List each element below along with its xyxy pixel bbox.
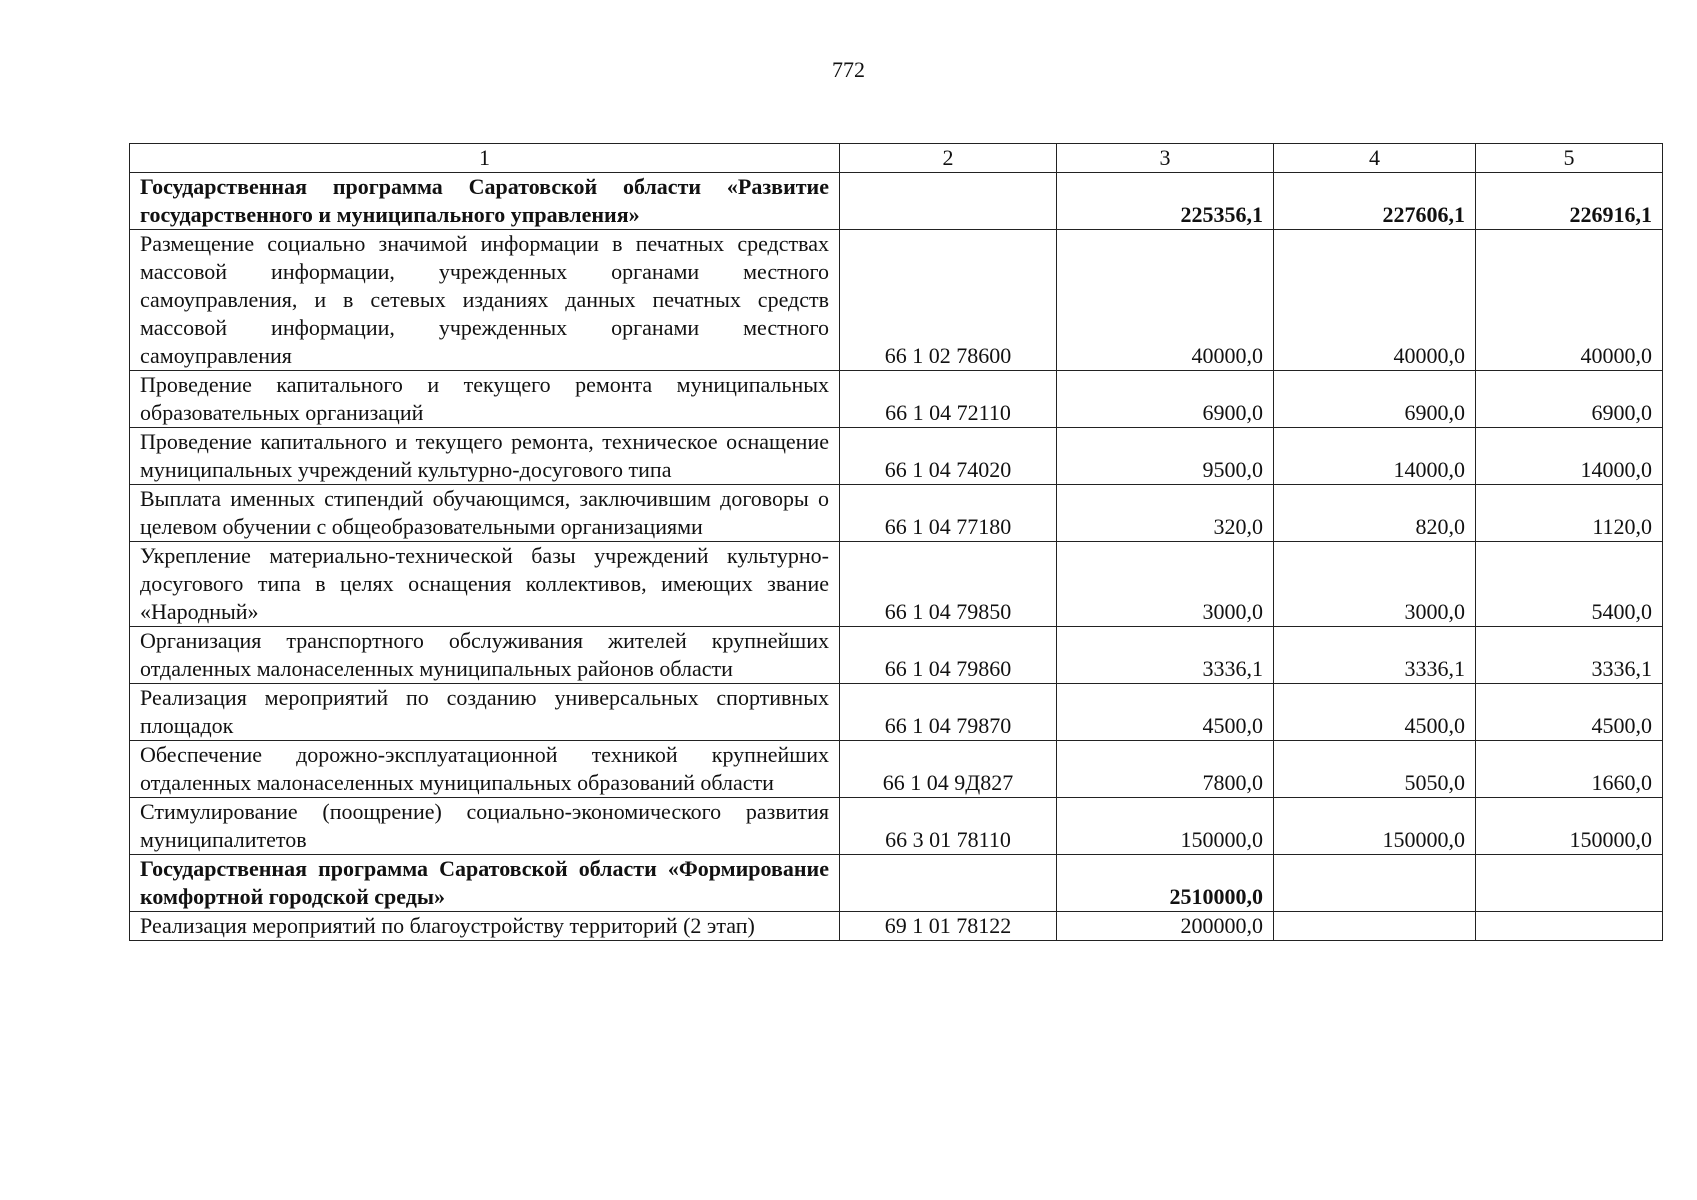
row-name-cell: Реализация мероприятий по созданию универсальных спортивных площадок — [130, 684, 840, 741]
row-code-cell: 66 1 04 79850 — [840, 542, 1057, 627]
table-row — [130, 230, 1663, 371]
row-code-cell: 69 1 01 78122 — [840, 912, 1057, 941]
table-row — [130, 542, 1663, 627]
row-code-cell — [840, 173, 1057, 230]
row-value-col3: 3000,0 — [1057, 542, 1274, 627]
row-value-col3: 9500,0 — [1057, 428, 1274, 485]
row-value-col4: 820,0 — [1274, 485, 1476, 542]
row-value-col4 — [1274, 855, 1476, 912]
table-body — [130, 173, 1663, 941]
row-value-col5: 3336,1 — [1476, 627, 1663, 684]
row-name-cell: Организация транспортного обслуживания жителей крупнейших отдаленных малонаселенных муниципальных районов области — [130, 627, 840, 684]
row-value-col4: 14000,0 — [1274, 428, 1476, 485]
row-value-col4: 40000,0 — [1274, 230, 1476, 371]
row-value-col5 — [1476, 855, 1663, 912]
table-row — [130, 428, 1663, 485]
row-name-cell: Выплата именных стипендий обучающимся, заключившим договоры о целевом обучении с общеобразовательными организациями — [130, 485, 840, 542]
row-value-col4 — [1274, 912, 1476, 941]
row-value-col4: 6900,0 — [1274, 371, 1476, 428]
table-row — [130, 627, 1663, 684]
row-code-cell: 66 1 04 77180 — [840, 485, 1057, 542]
row-value-col5: 1660,0 — [1476, 741, 1663, 798]
row-name-cell: Государственная программа Саратовской области «Формирование комфортной городской среды» — [130, 855, 840, 912]
row-value-col3: 225356,1 — [1057, 173, 1274, 230]
row-name-cell: Обеспечение дорожно-эксплуатационной техникой крупнейших отдаленных малонаселенных муниципальных образований области — [130, 741, 840, 798]
row-code-cell: 66 1 02 78600 — [840, 230, 1057, 371]
header-col-5: 5 — [1476, 144, 1663, 173]
row-name-cell: Государственная программа Саратовской области «Развитие государственного и муниципального управления» — [130, 173, 840, 230]
row-code-cell: 66 1 04 79870 — [840, 684, 1057, 741]
row-name-cell: Проведение капитального и текущего ремонта, техническое оснащение муниципальных учреждений культурно-досугового типа — [130, 428, 840, 485]
row-value-col3: 200000,0 — [1057, 912, 1274, 941]
row-value-col5: 5400,0 — [1476, 542, 1663, 627]
row-value-col5: 6900,0 — [1476, 371, 1663, 428]
row-value-col4: 227606,1 — [1274, 173, 1476, 230]
row-value-col5: 14000,0 — [1476, 428, 1663, 485]
row-value-col4: 5050,0 — [1274, 741, 1476, 798]
row-name-cell: Проведение капитального и текущего ремонта муниципальных образовательных организаций — [130, 371, 840, 428]
table-row — [130, 371, 1663, 428]
table-row — [130, 912, 1663, 941]
row-name-cell: Укрепление материально-технической базы учреждений культурно-досугового типа в целях оснащения коллективов, имеющих звание «Народный» — [130, 542, 840, 627]
row-code-cell — [840, 855, 1057, 912]
row-code-cell: 66 3 01 78110 — [840, 798, 1057, 855]
header-col-3: 3 — [1057, 144, 1274, 173]
budget-table — [129, 143, 1663, 941]
row-value-col3: 150000,0 — [1057, 798, 1274, 855]
row-value-col3: 6900,0 — [1057, 371, 1274, 428]
table-row — [130, 485, 1663, 542]
row-value-col5: 150000,0 — [1476, 798, 1663, 855]
table-row — [130, 798, 1663, 855]
row-code-cell: 66 1 04 79860 — [840, 627, 1057, 684]
header-col-1: 1 — [130, 144, 840, 173]
header-col-4: 4 — [1274, 144, 1476, 173]
header-col-2: 2 — [840, 144, 1057, 173]
row-value-col5: 4500,0 — [1476, 684, 1663, 741]
table-row — [130, 173, 1663, 230]
row-name-cell: Реализация мероприятий по благоустройству территорий (2 этап) — [130, 912, 840, 941]
row-value-col5 — [1476, 912, 1663, 941]
row-value-col3: 7800,0 — [1057, 741, 1274, 798]
page-number: 772 — [832, 57, 865, 82]
row-value-col4: 3000,0 — [1274, 542, 1476, 627]
row-value-col5: 1120,0 — [1476, 485, 1663, 542]
row-value-col3: 40000,0 — [1057, 230, 1274, 371]
row-value-col5: 40000,0 — [1476, 230, 1663, 371]
row-code-cell: 66 1 04 9Д827 — [840, 741, 1057, 798]
row-value-col3: 4500,0 — [1057, 684, 1274, 741]
row-name-cell: Стимулирование (поощрение) социально-экономического развития муниципалитетов — [130, 798, 840, 855]
row-value-col4: 150000,0 — [1274, 798, 1476, 855]
table-row — [130, 741, 1663, 798]
row-code-cell: 66 1 04 72110 — [840, 371, 1057, 428]
row-name-cell: Размещение социально значимой информации в печатных средствах массовой информации, учрежденных органами местного самоуправления, и в сетевых изданиях данных печатных средств массовой информации, учрежденных органами местного самоуправления — [130, 230, 840, 371]
row-value-col3: 3336,1 — [1057, 627, 1274, 684]
row-value-col4: 4500,0 — [1274, 684, 1476, 741]
row-code-cell: 66 1 04 74020 — [840, 428, 1057, 485]
table-row — [130, 855, 1663, 912]
row-value-col3: 2510000,0 — [1057, 855, 1274, 912]
header-row — [130, 144, 1663, 173]
row-value-col3: 320,0 — [1057, 485, 1274, 542]
table-row — [130, 684, 1663, 741]
row-value-col4: 3336,1 — [1274, 627, 1476, 684]
row-value-col5: 226916,1 — [1476, 173, 1663, 230]
